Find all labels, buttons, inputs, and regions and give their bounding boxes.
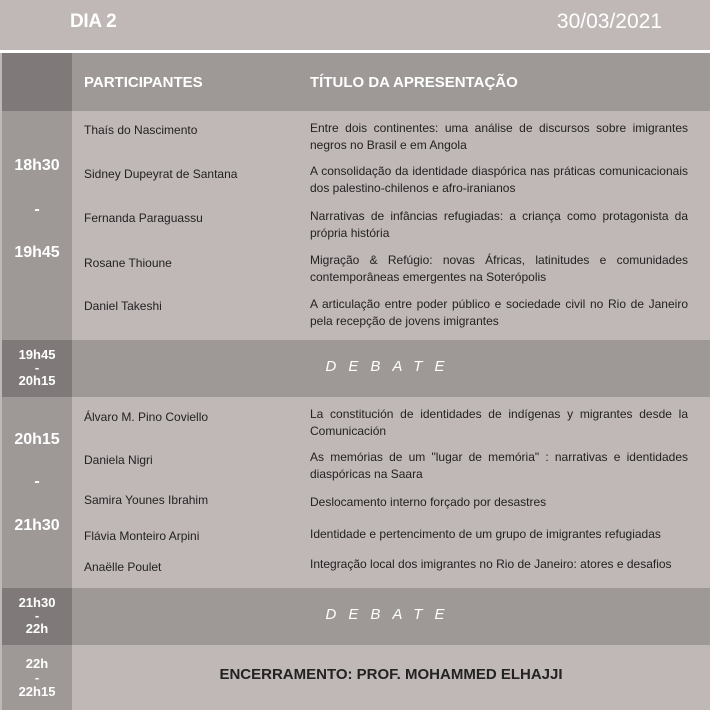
- presentation-title: A consolidação da identidade diaspórica nas práticas comunicacionais dos palestino-chilenos e afro-iranianos: [310, 164, 688, 195]
- debate-time-end: 20h15: [18, 373, 56, 388]
- debate-band: [72, 340, 710, 397]
- presentation-title: A articulação entre poder público e sociedade civil no Rio de Janeiro pela recepção de jovens imigrantes: [310, 297, 688, 328]
- session-time-separator: -: [34, 201, 40, 218]
- presentation-title: Integração local dos imigrantes no Rio de Janeiro: atores e desafios: [310, 557, 672, 571]
- participant-name: Fernanda Paraguassu: [84, 211, 203, 225]
- debate-label: DEBATE: [325, 606, 457, 623]
- session-entries: [72, 397, 710, 588]
- closing-time-separator: -: [34, 670, 40, 685]
- participant-name: Sidney Dupeyrat de Santana: [84, 167, 238, 181]
- debate-time-start: 21h30: [18, 595, 56, 610]
- session-time-cell: [2, 111, 72, 340]
- participant-name: Samira Younes Ibrahim: [84, 493, 209, 507]
- closing-label: ENCERRAMENTO: PROF. MOHAMMED ELHAJJI: [219, 666, 563, 683]
- debate-row-1: [0, 340, 710, 397]
- session-time-cell: [2, 397, 72, 588]
- presentation-title: Deslocamento interno forçado por desastres: [310, 495, 547, 509]
- presentation-title: Identidade e pertencimento de um grupo de imigrantes refugiadas: [310, 527, 661, 541]
- column-header-row: [0, 53, 710, 111]
- participant-name: Rosane Thioune: [84, 256, 172, 270]
- session-block-2: [0, 397, 710, 588]
- session-time-end: 21h30: [14, 517, 60, 534]
- session-block-1: [0, 111, 710, 340]
- debate-time-end: 22h: [25, 621, 49, 636]
- debate-time-separator: -: [34, 360, 40, 375]
- column-header-band: [72, 53, 710, 111]
- participant-name: Álvaro M. Pino Coviello: [84, 410, 209, 424]
- debate-time-cell: [2, 588, 72, 645]
- participant-name: Daniela Nigri: [84, 453, 153, 467]
- debate-band: [72, 588, 710, 645]
- presentation-title: Migração & Refúgio: novas Áfricas, latinitudes e comunidades contemporâneas emergentes na Soterópolis: [310, 253, 688, 284]
- participant-name: Thaís do Nascimento: [84, 123, 198, 137]
- presentation-title: As memórias de um "lugar de memória" : narrativas e identidades diaspóricas na Saara: [310, 450, 688, 481]
- date-label: 30/03/2021: [556, 10, 662, 33]
- schedule-header: [0, 0, 710, 50]
- closing-time-start: 22h: [25, 656, 49, 671]
- session-time-start: 18h30: [14, 157, 60, 174]
- closing-band: [72, 645, 710, 710]
- participant-name: Daniel Takeshi: [84, 299, 162, 313]
- debate-label: DEBATE: [325, 358, 457, 375]
- closing-time-end: 22h15: [18, 684, 56, 699]
- session-entries: [72, 111, 710, 340]
- closing-time-cell: [2, 645, 72, 710]
- closing-row: [0, 645, 710, 710]
- presentation-title: Entre dois continentes: uma análise de discursos sobre imigrantes negros no Brasil e em Angola: [310, 121, 688, 152]
- presentation-title: La constitución de identidades de indígenas y migrantes desde la Comunicación: [310, 407, 688, 438]
- debate-time-separator: -: [34, 608, 40, 623]
- session-time-start: 20h15: [14, 431, 60, 448]
- participants-column-header: PARTICIPANTES: [84, 74, 203, 91]
- time-column-header: [2, 53, 72, 111]
- title-column-header: TÍTULO DA APRESENTAÇÃO: [310, 74, 518, 91]
- session-time-separator: -: [34, 473, 40, 490]
- participant-name: Flávia Monteiro Arpini: [84, 529, 200, 543]
- session-time-end: 19h45: [14, 244, 60, 261]
- presentation-title: Narrativas de infâncias refugiadas: a criança como protagonista da própria história: [310, 209, 688, 240]
- debate-time-start: 19h45: [18, 347, 56, 362]
- day-label: DIA 2: [70, 11, 117, 32]
- debate-row-2: [0, 588, 710, 645]
- debate-time-cell: [2, 340, 72, 397]
- participant-name: Anaëlle Poulet: [84, 560, 162, 574]
